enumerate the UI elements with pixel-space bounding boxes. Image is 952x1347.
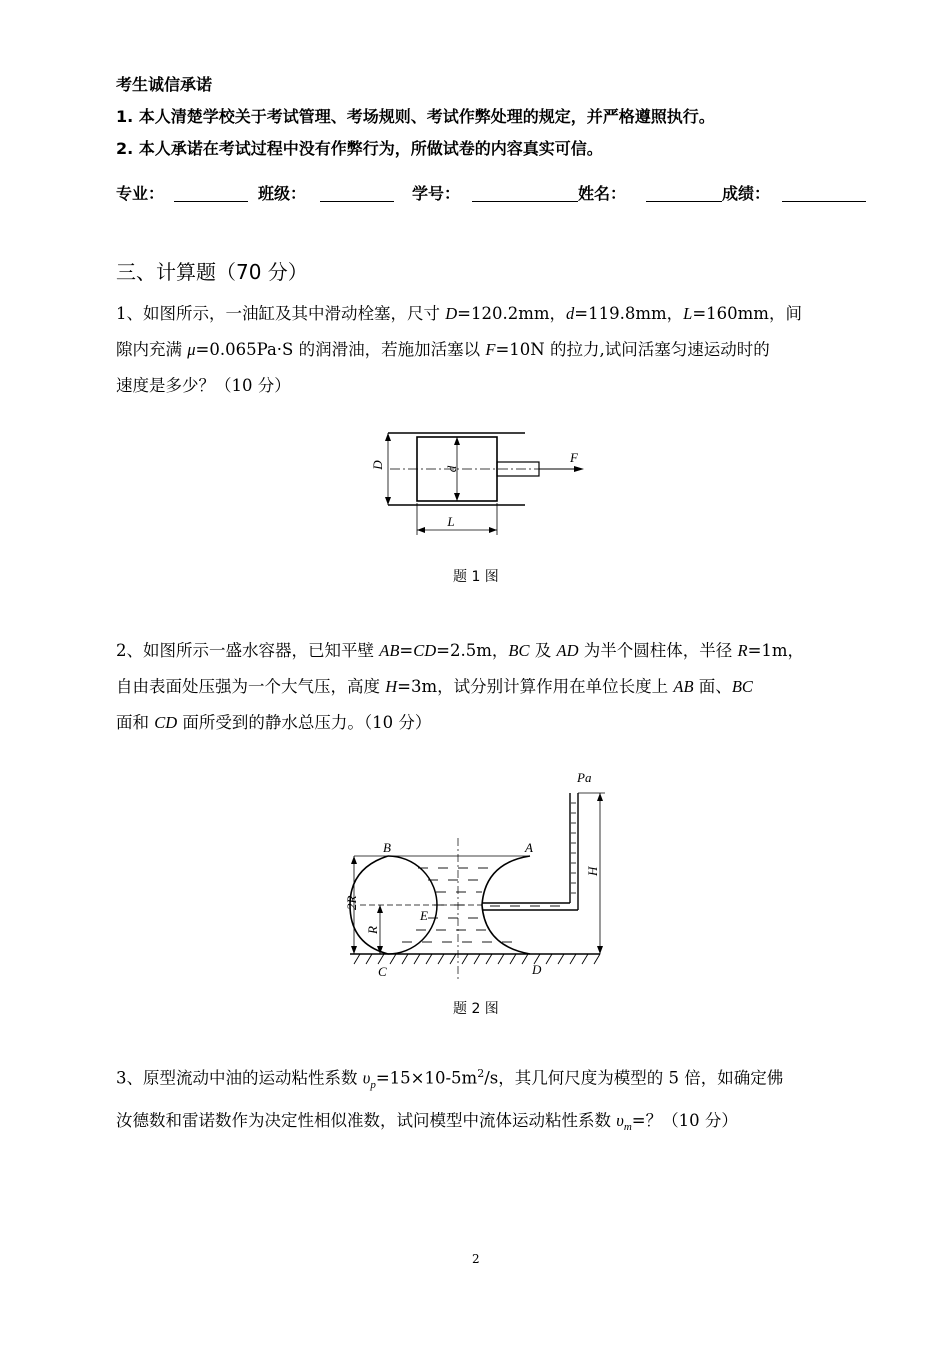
q3-line-2: 汝德数和雷诺数作为决定性相似准数，试问模型中流体运动粘性系数 $\upsilon_m=$？（10 分） <box>116 1110 738 1134</box>
figure-2-water-container <box>330 768 620 983</box>
fig2-label-D: D <box>532 962 542 977</box>
figure-1-caption: 题 1 图 <box>453 569 499 585</box>
q1-line-2: 隙内充满 μ=0.065Pa·S 的润滑油，若施加活塞以 F=10N 的拉力,试问活塞匀速运动时的 <box>116 340 770 359</box>
class-label: 班级： <box>258 184 307 203</box>
q1-line-3: 速度是多少？（10 分） <box>116 376 291 395</box>
fig2-label-R: R <box>365 926 380 934</box>
major-label: 专业： <box>116 184 165 203</box>
pledge-item-2: 2. 本人承诺在考试过程中没有作弊行为，所做试卷的内容真实可信。 <box>116 139 603 158</box>
pledge-item-1: 1. 本人清楚学校关于考试管理、考场规则、考试作弊处理的规定，并严格遵照执行。 <box>116 107 715 126</box>
fig1-label-D: D <box>370 460 385 470</box>
student-info-row <box>116 181 870 205</box>
name-label: 姓名： <box>578 184 627 203</box>
score-blank[interactable] <box>782 181 866 202</box>
fig1-label-d: d <box>444 465 459 473</box>
major-blank[interactable] <box>174 181 248 202</box>
fig2-label-B: B <box>383 840 391 855</box>
fig2-label-Pa: Pa <box>577 770 592 785</box>
fig2-label-H: H <box>585 866 600 876</box>
page-number: 2 <box>472 1252 480 1266</box>
figure-2-caption: 题 2 图 <box>453 1001 499 1017</box>
fig2-label-2R: 2R <box>344 895 359 910</box>
q2-line-3: 面和 CD 面所受到的静水总压力。（10 分） <box>116 713 432 732</box>
class-blank[interactable] <box>320 181 394 202</box>
q1-line-1: 1、如图所示，一油缸及其中滑动栓塞，尺寸 D=120.2mm，d=119.8mm，L=160mm，间 <box>116 304 802 323</box>
score-label: 成绩： <box>722 184 771 203</box>
question-3 <box>116 1056 846 1145</box>
q2-line-1: 2、如图所示一盛水容器，已知平壁 AB=CD=2.5m，BC 及 AD 为半个圆柱体，半径 R=1m， <box>116 641 805 660</box>
figure-1-cylinder-piston <box>360 425 600 540</box>
q2-line-2: 自由表面处压强为一个大气压，高度 H=3m，试分别计算作用在单位长度上 AB 面、BC <box>116 677 753 696</box>
fig1-label-F: F <box>570 450 578 465</box>
fig2-label-C: C <box>378 964 387 979</box>
question-2 <box>116 633 846 741</box>
name-blank[interactable] <box>646 181 722 202</box>
pledge-title: 考生诚信承诺 <box>116 75 213 94</box>
question-1 <box>116 296 846 404</box>
section-title: 三、计算题（70 分） <box>116 260 308 284</box>
student-id-label: 学号： <box>412 184 461 203</box>
q3-line-1: 3、原型流动中油的运动粘性系数 $\upsilon_p=15\times 10-5m^2/s$，其几何尺度为模型的 5 倍，如确定佛 <box>116 1067 784 1091</box>
fig2-label-E: E <box>420 908 428 923</box>
fig2-label-A: A <box>525 840 533 855</box>
fig1-label-L: L <box>447 514 455 529</box>
student-id-blank[interactable] <box>472 181 578 202</box>
